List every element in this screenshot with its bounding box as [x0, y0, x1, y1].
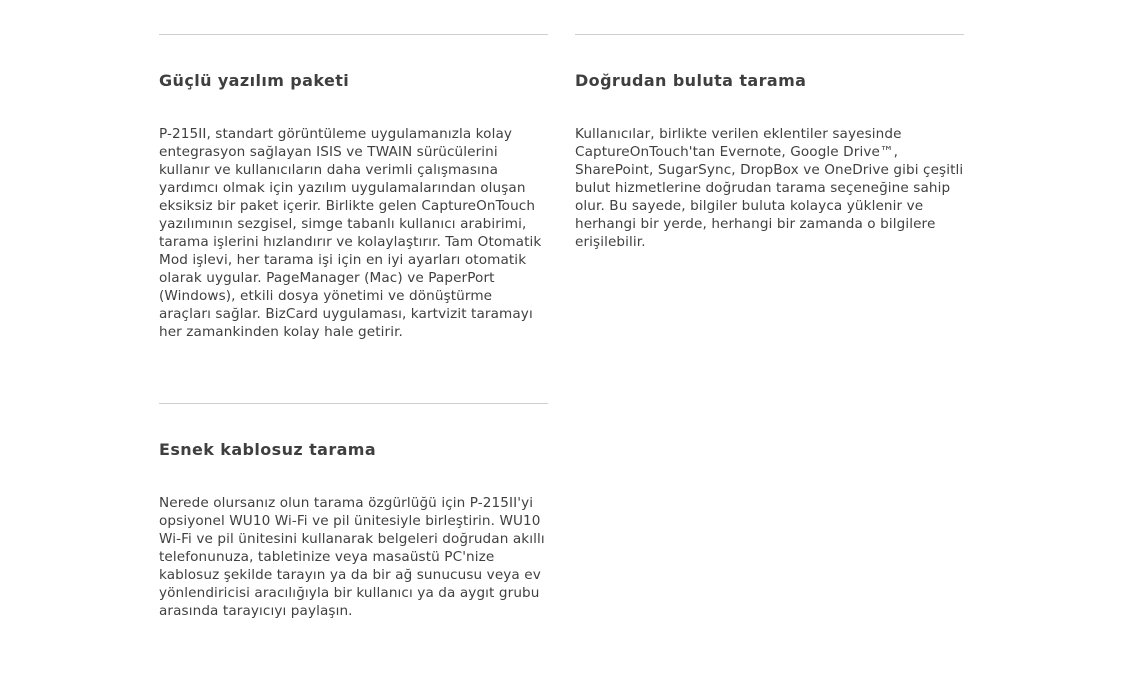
section-description: Kullanıcılar, birlikte verilen eklentiler sayesinde CaptureOnTouch'tan Evernote, Google Drive™, SharePoint, SugarSync, DropBox ve OneDrive gibi çeşitli bulut hizmetlerine doğrudan tarama seçeneğine sahip olur. Bu sayede, bilgiler buluta kolayca yüklenir ve herhangi bir yerde, herhangi bir zamanda o bilgilere erişilebilir.	[575, 126, 964, 250]
section-description: P-215II, standart görüntüleme uygulamanızla kolay entegrasyon sağlayan ISIS ve TWAIN sürücülerini kullanır ve kullanıcıların daha verimli çalışmasına yardımcı olmak için yazılım uygulamalarından oluşan eksiksiz bir paket içerir. Birlikte gelen CaptureOnTouch yazılımının sezgisel, simge tabanlı kullanıcı arabirimi, tarama işlerini hızlandırır ve kolaylaştırır. Tam Otomatik Mod işlevi, her tarama işi için en iyi ayarları otomatik olarak uygular. PageManager (Mac) ve PaperPort (Windows), etkili dosya yönetimi ve dönüştürme araçları sağlar. BizCard uygulaması, kartvizit taramayı her zamankinden kolay hale getirir.	[159, 126, 542, 340]
feature-section-software	[159, 34, 548, 341]
section-divider	[159, 403, 548, 404]
section-heading: Doğrudan buluta tarama	[575, 71, 807, 90]
section-heading: Esnek kablosuz tarama	[159, 440, 377, 459]
section-description: Nerede olursanız olun tarama özgürlüğü için P-215II'yi opsiyonel WU10 Wi-Fi ve pil ünitesiyle birleştirin. WU10 Wi-Fi ve pil ünitesini kullanarak belgeleri doğrudan akıllı telefonunuza, tabletinize veya masaüstü PC'nize kablosuz şekilde tarayın ya da bir ağ sunucusu veya ev yönlendiricisi aracılığıyla bir kullanıcı ya da aygıt grubu arasında tarayıcıyı paylaşın.	[159, 495, 545, 619]
section-divider	[159, 34, 548, 35]
section-heading: Güçlü yazılım paketi	[159, 71, 350, 90]
section-divider	[575, 34, 964, 35]
feature-section-wireless	[159, 403, 548, 620]
feature-section-cloud	[575, 34, 964, 251]
